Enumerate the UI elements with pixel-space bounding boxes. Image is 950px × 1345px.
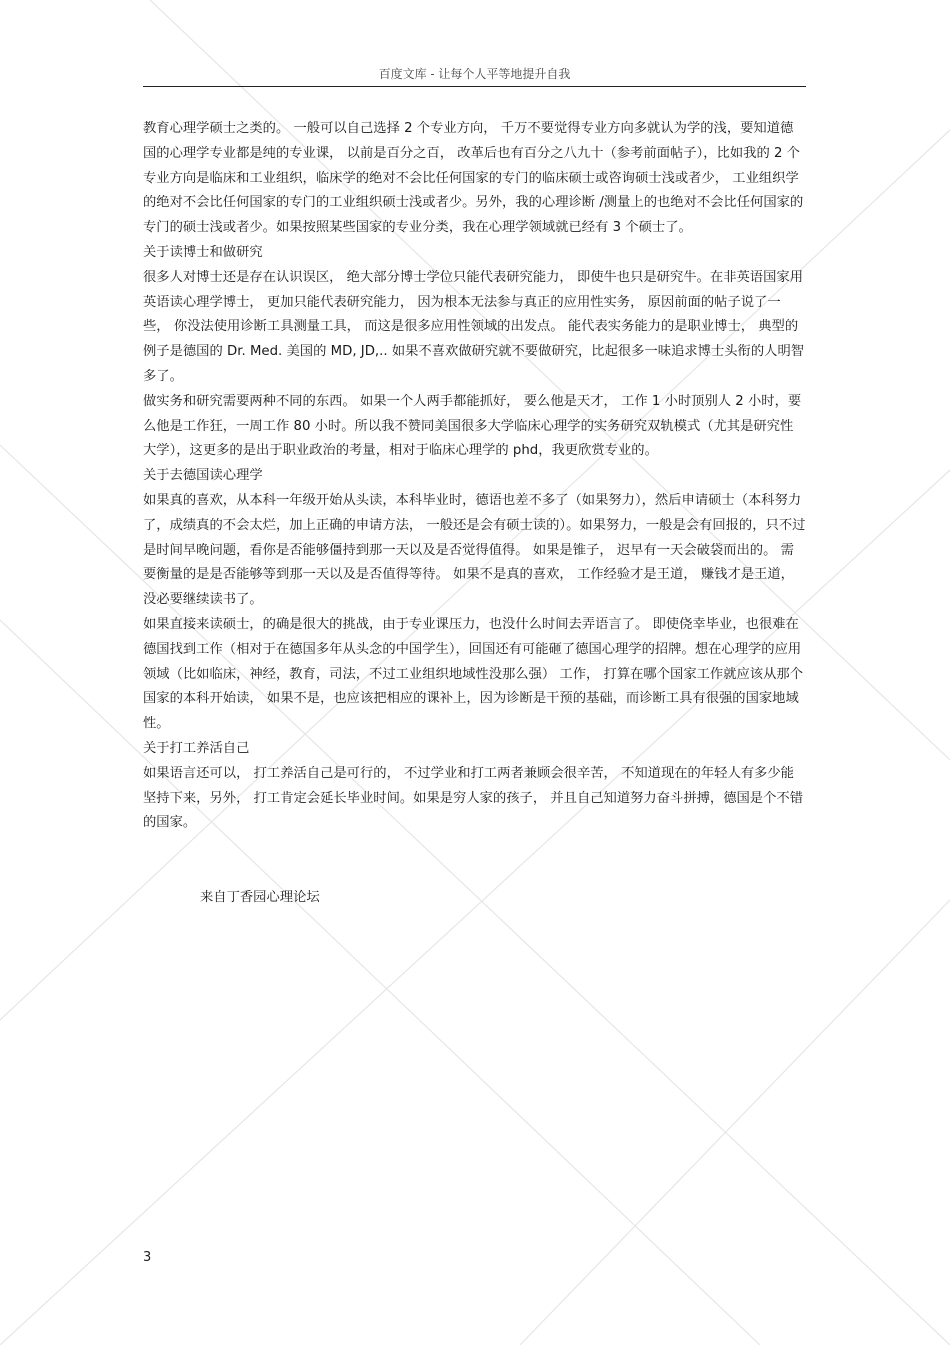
paragraph: 教育心理学硕士之类的。 一般可以自己选择 2 个专业方向， 千万不要觉得专业方向多就认为学的浅，要知道德国的心理学专业都是纯的专业课， 以前是百分之百， 改革后也有百分之八九十（参考前面帖子），比如我的 2 个专业方向是临床和工业组织，临床学的绝对不会比任何国家的专门的临床硕士或咨询硕士浅或者少， 工业组织学的绝对不会比任何国家的专门的工业组织硕士浅或者少。另外，我的心理诊断 /测量上的也绝对不会比任何国家的专门的硕士浅或者少。如果按照某些国家的专业分类，我在心理学领域就已经有 3 个硕士了。 bbox=[143, 121, 804, 236]
spacer bbox=[143, 836, 806, 886]
section-heading: 关于读博士和做研究 bbox=[143, 244, 263, 260]
document-body bbox=[143, 117, 806, 911]
section-heading: 关于去德国读心理学 bbox=[143, 468, 263, 484]
paragraph: 如果直接来读硕士，的确是很大的挑战，由于专业课压力，也没什么时间去弄语言了。 即使侥幸毕业，也很难在德国找到工作（相对于在德国多年从头念的中国学生），回国还有可能砸了德国心理学的招牌。想在心理学的应用领域（比如临床，神经，教育，司法，不过工业组织地域性没那么强） 工作， 打算在哪个国家工作就应该从那个国家的本科开始读， 如果不是，也应该把相应的课补上，因为诊断是干预的基础，而诊断工具有很强的国家地域性。 bbox=[143, 616, 803, 732]
section-heading: 关于打工养活自己 bbox=[143, 740, 250, 756]
page-header: 百度文库 - 让每个人平等地提升自我 bbox=[143, 64, 806, 87]
page-number: 3 bbox=[143, 1250, 152, 1265]
paragraph: 如果语言还可以， 打工养活自己是可行的， 不过学业和打工两者兼顾会很辛苦， 不知道现在的年轻人有多少能坚持下来，另外， 打工肯定会延长毕业时间。如果是穷人家的孩子， 并且自己知道努力奋斗拼搏，德国是个不错的国家。 bbox=[143, 765, 803, 831]
paragraph: 很多人对博士还是存在认识误区， 绝大部分博士学位只能代表研究能力， 即使牛也只是研究牛。在非英语国家用英语读心理学博士， 更加只能代表研究能力， 因为根本无法参与真正的应用性实务， 原因前面的帖子说了一些， 你没法使用诊断工具测量工具， 而这是很多应用性领域的出发点。 能代表实务能力的是职业博士， 典型的例子是德国的 Dr. Med. 美国的 MD, JD,.. 如果不喜欢做研究就不要做研究，比起很多一味追求博士头衔的人明智多了。 bbox=[143, 269, 805, 384]
source-note: 来自丁香园心理论坛 bbox=[200, 890, 320, 906]
paragraph: 做实务和研究需要两种不同的东西。 如果一个人两手都能抓好， 要么他是天才， 工作 1 小时顶别人 2 小时，要么他是工作狂，一周工作 80 小时。所以我不赞同美国很多大学临床心理学的实务研究双轨模式（尤其是研究性大学），这更多的是出于职业政治的考量，相对于临床心理学的 phd，我更欣赏专业的。 bbox=[143, 393, 802, 459]
paragraph: 如果真的喜欢，从本科一年级开始从头读，本科毕业时，德语也差不多了（如果努力），然后申请硕士（本科努力了，成绩真的不会太烂，加上正确的申请方法， 一般还是会有硕士读的）。如果努力，一般是会有回报的，只不过是时间早晚问题，看你是否能够僵持到那一天以及是否觉得值得。 如果是锥子， 迟早有一天会破袋而出的。 需要衡量的是是否能够等到那一天以及是否值得等待。 如果不是真的喜欢， 工作经验才是王道， 赚钱才是王道， 没必要继续读书了。 bbox=[143, 492, 806, 608]
